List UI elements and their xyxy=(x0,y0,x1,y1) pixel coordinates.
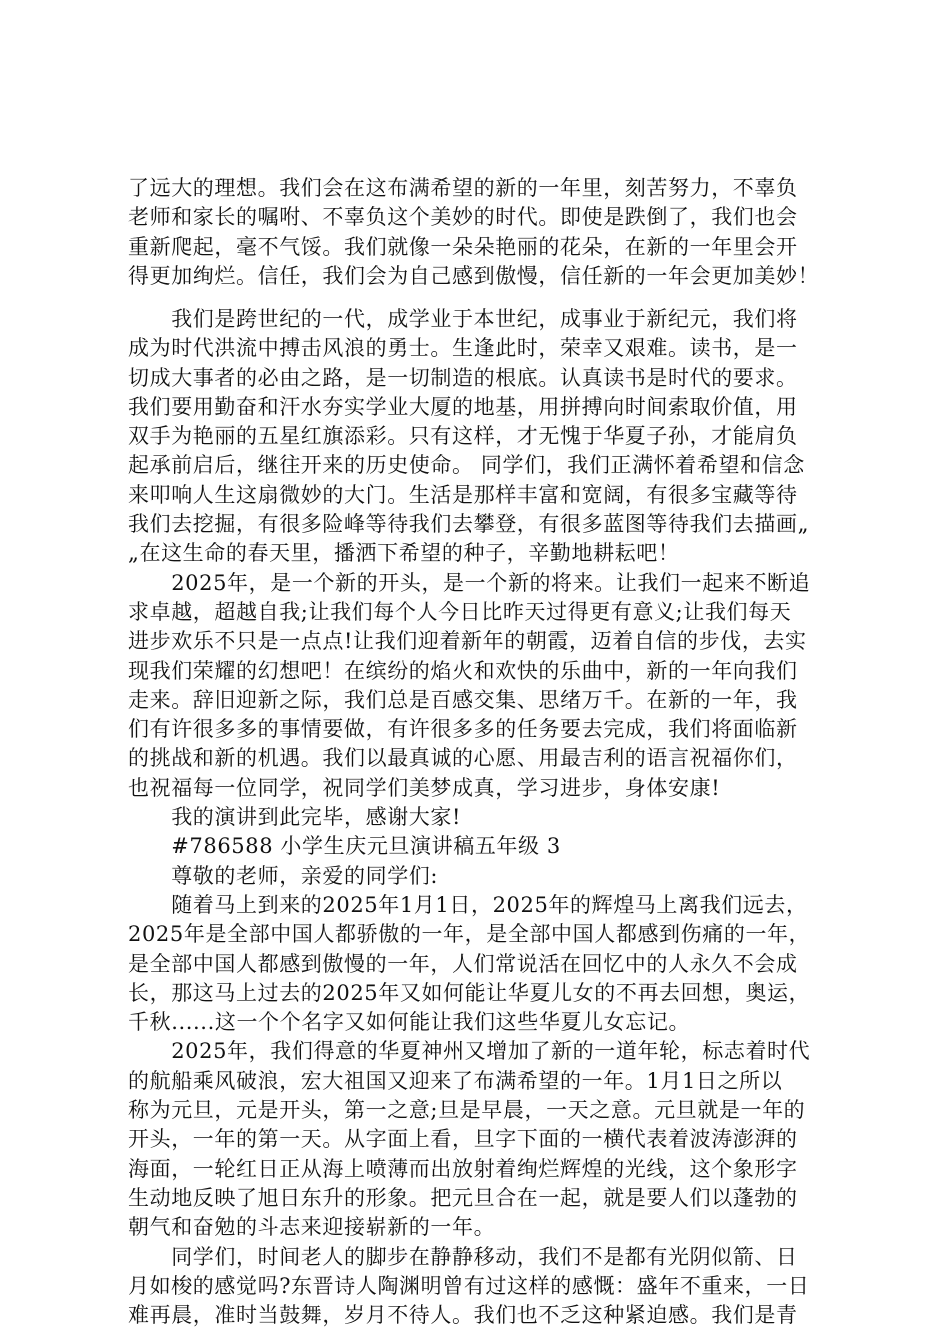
text-line: 2025年，我们得意的华夏神州又增加了新的一道年轮，标志着时代 xyxy=(128,1039,811,1064)
text-line: 开头，一年的第一天。从字面上看，旦字下面的一横代表着波涛澎湃的 xyxy=(128,1127,798,1152)
text-line: 2025年是全部中国人都骄傲的一年，是全部中国人都感到伤痛的一年， xyxy=(128,922,811,947)
text-line: 了远大的理想。我们会在这布满希望的新的一年里，刻苦努力，不辜负 xyxy=(128,176,798,200)
text-line: 的航船乘风破浪，宏大祖国又迎来了布满希望的一年。1月1日之所以 xyxy=(128,1068,783,1093)
text-line: 难再晨，准时当鼓舞，岁月不待人。我们也不乏这种紧迫感。我们是青 xyxy=(128,1303,798,1328)
text-line: 朝气和奋勉的斗志来迎接崭新的一年。 xyxy=(128,1215,496,1240)
text-line: 千秋......这一个个名字又如何能让我们这些华夏儿女忘记。 xyxy=(128,1010,691,1035)
text-line: 的挑战和新的机遇。我们以最真诚的心愿、用最吉利的语言祝福你们， xyxy=(128,746,798,771)
text-line: 我们去挖掘，有很多险峰等待我们去攀登，有很多蓝图等待我们去描画„ xyxy=(128,512,810,537)
text-line: 月如梭的感觉吗?东晋诗人陶渊明曾有过这样的感慨：盛年不重来，一日 xyxy=(128,1273,810,1298)
text-line: „在这生命的春天里，播洒下希望的种子，辛勤地耕耘吧！ xyxy=(128,541,680,566)
text-line: 长，那这马上过去的2025年又如何能让华夏儿女的不再去回想，奥运， xyxy=(128,980,811,1005)
paragraph-closing-wishes xyxy=(128,174,834,291)
text-line: 进步欢乐不只是一点点!让我们迎着新年的朝霞，迈着自信的步伐，去实 xyxy=(128,629,807,654)
text-line: 成为时代洪流中搏击风浪的勇士。生逢此时，荣幸又艰难。读书，是一 xyxy=(128,336,798,361)
text-line: 现我们荣耀的幻想吧！在缤纷的焰火和欢快的乐曲中，新的一年向我们 xyxy=(128,658,798,683)
text-line: 我们是跨世纪的一代，成学业于本世纪，成事业于新纪元，我们将 xyxy=(128,307,798,331)
closing-line: 我的演讲到此完毕，感谢大家! xyxy=(128,805,462,830)
text-line: 来叩响人生这扇微妙的大门。生活是那样丰富和宽阔，有很多宝藏等待 xyxy=(128,482,798,507)
section-heading: #786588 小学生庆元旦演讲稿五年级 3 xyxy=(128,834,561,859)
text-line: 们有许很多多的事情要做，有许很多多的任务要去完成，我们将面临新 xyxy=(128,717,798,742)
text-line: 得更加绚烂。信任，我们会为自己感到傲慢，信任新的一年会更加美妙！ xyxy=(128,263,820,288)
salutation: 尊敬的老师，亲爱的同学们: xyxy=(128,863,439,888)
text-line: 海面，一轮红日正从海上喷薄而出放射着绚烂辉煌的光线，这个象形字 xyxy=(128,1156,798,1181)
speech-body xyxy=(128,305,834,1330)
text-line: 求卓越，超越自我;让我们每个人今日比昨天过得更有意义;让我们每天 xyxy=(128,599,792,624)
text-line: 双手为艳丽的五星红旗添彩。只有这样，才无愧于华夏子孙，才能肩负 xyxy=(128,424,798,449)
text-line: 2025年，是一个新的开头，是一个新的将来。让我们一起来不断追 xyxy=(128,570,811,595)
text-line: 同学们，时间老人的脚步在静静移动，我们不是都有光阴似箭、日 xyxy=(128,1244,798,1269)
text-line: 重新爬起，毫不气馁。我们就像一朵朵艳丽的花朵，在新的一年里会开 xyxy=(128,234,798,259)
text-line: 走来。辞旧迎新之际，我们总是百感交集、思绪万千。在新的一年，我 xyxy=(128,687,798,712)
text-line: 也祝福每一位同学，祝同学们美梦成真，学习进步，身体安康! xyxy=(128,775,721,800)
text-line: 我们要用勤奋和汗水夯实学业大厦的地基，用拼搏向时间索取价值，用 xyxy=(128,394,798,419)
text-line: 称为元旦，元是开头，第一之意;旦是早晨，一天之意。元旦就是一年的 xyxy=(128,1098,806,1123)
text-line: 随着马上到来的2025年1月1日，2025年的辉煌马上离我们远去， xyxy=(128,892,808,917)
text-line: 是全部中国人都感到傲慢的一年，人们常说活在回忆中的人永久不会成 xyxy=(128,951,798,976)
text-line: 切成大事者的必由之路，是一切制造的根底。认真读书是时代的要求。 xyxy=(128,365,798,390)
text-line: 生动地反映了旭日东升的形象。把元旦合在一起，就是要人们以蓬勃的 xyxy=(128,1185,798,1210)
text-line: 老师和家长的嘱咐、不辜负这个美妙的时代。即使是跌倒了，我们也会 xyxy=(128,205,798,230)
text-line: 起承前启后，继往开来的历史使命。 同学们，我们正满怀着希望和信念 xyxy=(128,453,805,478)
